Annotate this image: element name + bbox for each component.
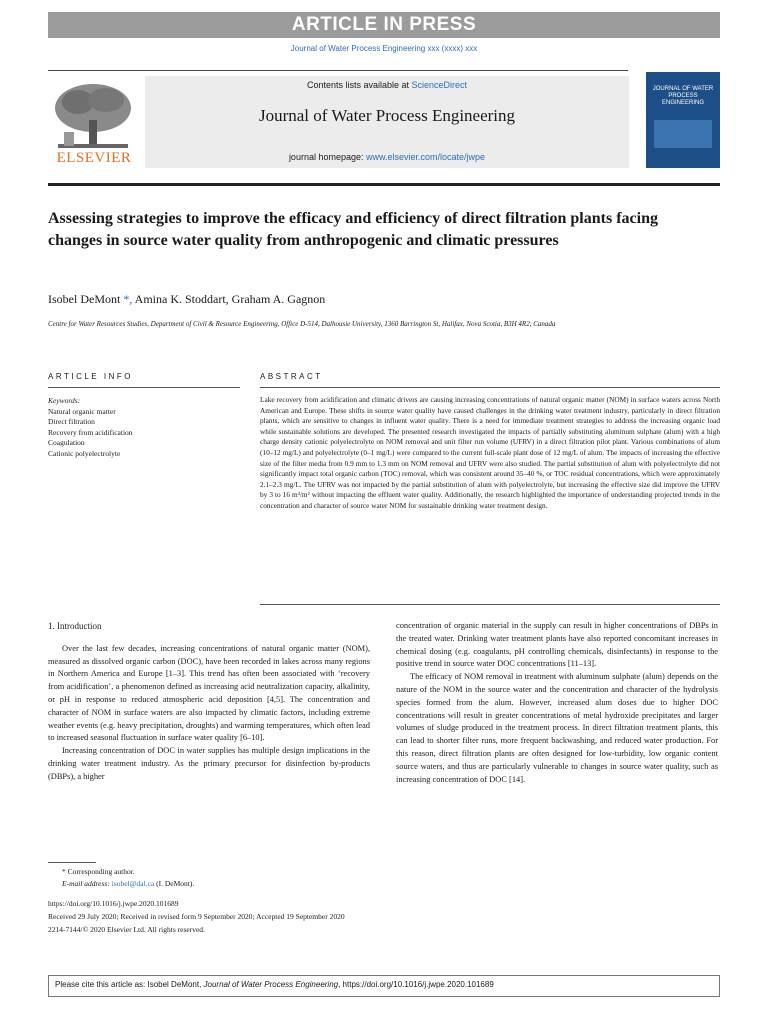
email-label: E-mail address: bbox=[62, 879, 112, 888]
cite-doi[interactable]: , https://doi.org/10.1016/j.jwpe.2020.101689 bbox=[338, 980, 494, 989]
email-link[interactable]: isobel@dal.ca bbox=[111, 879, 155, 888]
homepage-line bbox=[145, 152, 629, 162]
cite-prefix: Please cite this article as: Isobel DeMont, bbox=[55, 980, 204, 989]
homepage-link[interactable]: www.elsevier.com/locate/jwpe bbox=[366, 152, 486, 162]
keyword-item: Cationic polyelectrolyte bbox=[48, 448, 121, 458]
email-suffix: (I. DeMont). bbox=[154, 879, 195, 888]
keyword-item: Direct filtration bbox=[48, 417, 95, 426]
received-dates: Received 29 July 2020; Received in revised form 9 September 2020; Accepted 19 September 2020 bbox=[48, 912, 345, 921]
coauthor-names[interactable]: Amina K. Stoddart, Graham A. Gagnon bbox=[132, 292, 326, 306]
cite-journal: Journal of Water Process Engineering bbox=[203, 980, 339, 989]
journal-cover-thumbnail bbox=[646, 72, 720, 168]
copyright-line: 2214-7144/© 2020 Elsevier Ltd. All rights reserved. bbox=[48, 925, 205, 934]
abstract-heading: ABSTRACT bbox=[260, 372, 323, 381]
keywords-label: Keywords: bbox=[48, 396, 81, 405]
keyword-item: Natural organic matter bbox=[48, 406, 116, 416]
article-title: Assessing strategies to improve the efficacy and efficiency of direct filtration plants facing changes in source water quality from anthropogenic and climatic pressures bbox=[48, 210, 658, 249]
abstract-text: Lake recovery from acidification and climatic drivers are causing increasing concentrations of natural organic matter (NOM) in surface waters across North American and Europe. These shifts in source water quality have caused challenges in the drinking water treatment industry, particularly in direct filtration plants, which are sensitive to changes in influent water quality. There is a need for immediate treatment strategies to address the increasing organic load while sustainable solutions are developed. The presented research investigated the impacts of partially substituting aluminum sulphate (alum) with a high charge density cationic polyelectrolyte on NOM removal and unit filter run volume (UFRV) in a direct filtration pilot plant. Various combinations of alum (10–12 mg/L) and polyelectrolyte (0–1 mg/L) were compared to the current full-scale plant dose of 12 mg/L of alum. The impacts of increasing the effective size of the filter media from 0.9 mm to 1.3 mm on NOM removal and UFRV were also studied. The partial substitution of alum with polyelectrolyte did not significantly impact total organic carbon (TOC) removal, which was consistent around 35–40 %, or TOC residual concentrations, which were approximately 2.1–2.3 mg/L. The UFRV was not impacted by the partial substitution of alum with polyelectrolyte, but increasing the effective size did improve the UFRV by 3 to 16 m³/m² without impacting the effluent water quality. Additionally, the research highlighted the importance of understanding projected trends in the concentration and character of source water NOM for sustainable drinking water treatment design. bbox=[260, 395, 720, 510]
affiliation: Centre for Water Resources Studies, Department of Civil & Resource Engineering, Office D-514, Dalhousie University, 1360 Barrington St, Halifax, Nova Scotia, B3H 4R2, Canada bbox=[48, 320, 556, 328]
journal-title: Journal of Water Process Engineering bbox=[258, 106, 516, 125]
homepage-prefix: journal homepage: bbox=[288, 152, 366, 162]
corresponding-author-note: * Corresponding author. bbox=[62, 867, 135, 876]
keyword-item: Recovery from acidification bbox=[48, 427, 133, 437]
contents-prefix: Contents lists available at bbox=[306, 80, 412, 90]
section-heading-introduction: 1. Introduction bbox=[48, 621, 102, 631]
doi-link[interactable]: https://doi.org/10.1016/j.jwpe.2020.101689 bbox=[48, 899, 179, 908]
sciencedirect-link[interactable]: ScienceDirect bbox=[411, 80, 468, 90]
author-name[interactable]: Isobel DeMont bbox=[48, 292, 121, 306]
keyword-item: Coagulation bbox=[48, 438, 85, 447]
contents-line bbox=[145, 80, 629, 90]
header-divider-top bbox=[48, 70, 628, 71]
body-paragraph: The efficacy of NOM removal in treatment with aluminum sulphate (alum) depends on the nature of the NOM in the source water and the concentration and character of the hydrolysis species formed from the alum. However, increased alum doses due to higher DOC concentrations will result in greater concentrations of metal hydroxide precipitates and larger volumes of sludge produced in the treatment process. In direct filtration treatment plants, this can lead to shorter filter runs, more frequent backwashing, and reduced water production. For this reason, direct filtration plants are often designed for low-turbidity, low organic content source waters, and thus are particularly vulnerable to changes in source water quality, such as increasing concentration of DOC [14]. bbox=[396, 672, 718, 784]
email-line bbox=[62, 878, 734, 889]
cover-image bbox=[654, 120, 712, 148]
elsevier-wordmark: ELSEVIER bbox=[56, 150, 132, 166]
corresponding-author-mark[interactable]: *, bbox=[120, 292, 133, 306]
abstract-rule-bottom bbox=[260, 604, 720, 605]
header-divider-bottom bbox=[48, 183, 720, 186]
article-in-press-banner: ARTICLE IN PRESS bbox=[48, 12, 720, 38]
body-column-right bbox=[396, 620, 718, 786]
article-info-heading: ARTICLE INFO bbox=[48, 372, 133, 381]
citation-box bbox=[48, 975, 720, 997]
keywords-block bbox=[48, 396, 238, 459]
body-paragraph: concentration of organic material in the supply can result in higher concentrations of DBPs in the treated water. Drinking water treatment plants have also reported concomitant increases in chemical dosing (e.g. coagulants, pH controlling chemicals, disinfectants) in response to the positive trend in source water DOC concentrations [11–13]. bbox=[396, 621, 718, 669]
body-column-left bbox=[48, 620, 370, 784]
journal-reference-link[interactable]: Journal of Water Process Engineering xxx (xxxx) xxx bbox=[290, 44, 478, 53]
article-info-rule bbox=[48, 387, 240, 388]
body-paragraph: Increasing concentration of DOC in water supplies has multiple design implications in the drinking water treatment industry. As the primary precursor for disinfection by-products (DBPs), a higher bbox=[48, 746, 370, 781]
abstract-rule-top bbox=[260, 387, 720, 388]
cover-title: JOURNAL OF WATER PROCESS ENGINEERING bbox=[652, 86, 714, 106]
author-list bbox=[48, 292, 688, 307]
body-paragraph: Over the last few decades, increasing concentrations of natural organic matter (NOM), measured as dissolved organic carbon (DOC), have been recorded in lakes across many regions in Northern America and Europe [1–3]. This trend has often been associated with ‘recovery from acidification’, a phenomenon defined as increasing acid neutralization capacity, alkalinity, or pH in response to reduced atmospheric acid deposition [4,5]. The concentration and character of NOM in surface waters are also impacted by climatic factors, including extreme weather events (e.g. heavy precipitation, droughts) and warming temperatures, which often lead to increased seasonal fluctuation in surface water quality [6–10]. bbox=[48, 643, 370, 743]
footnote-divider bbox=[48, 862, 96, 863]
